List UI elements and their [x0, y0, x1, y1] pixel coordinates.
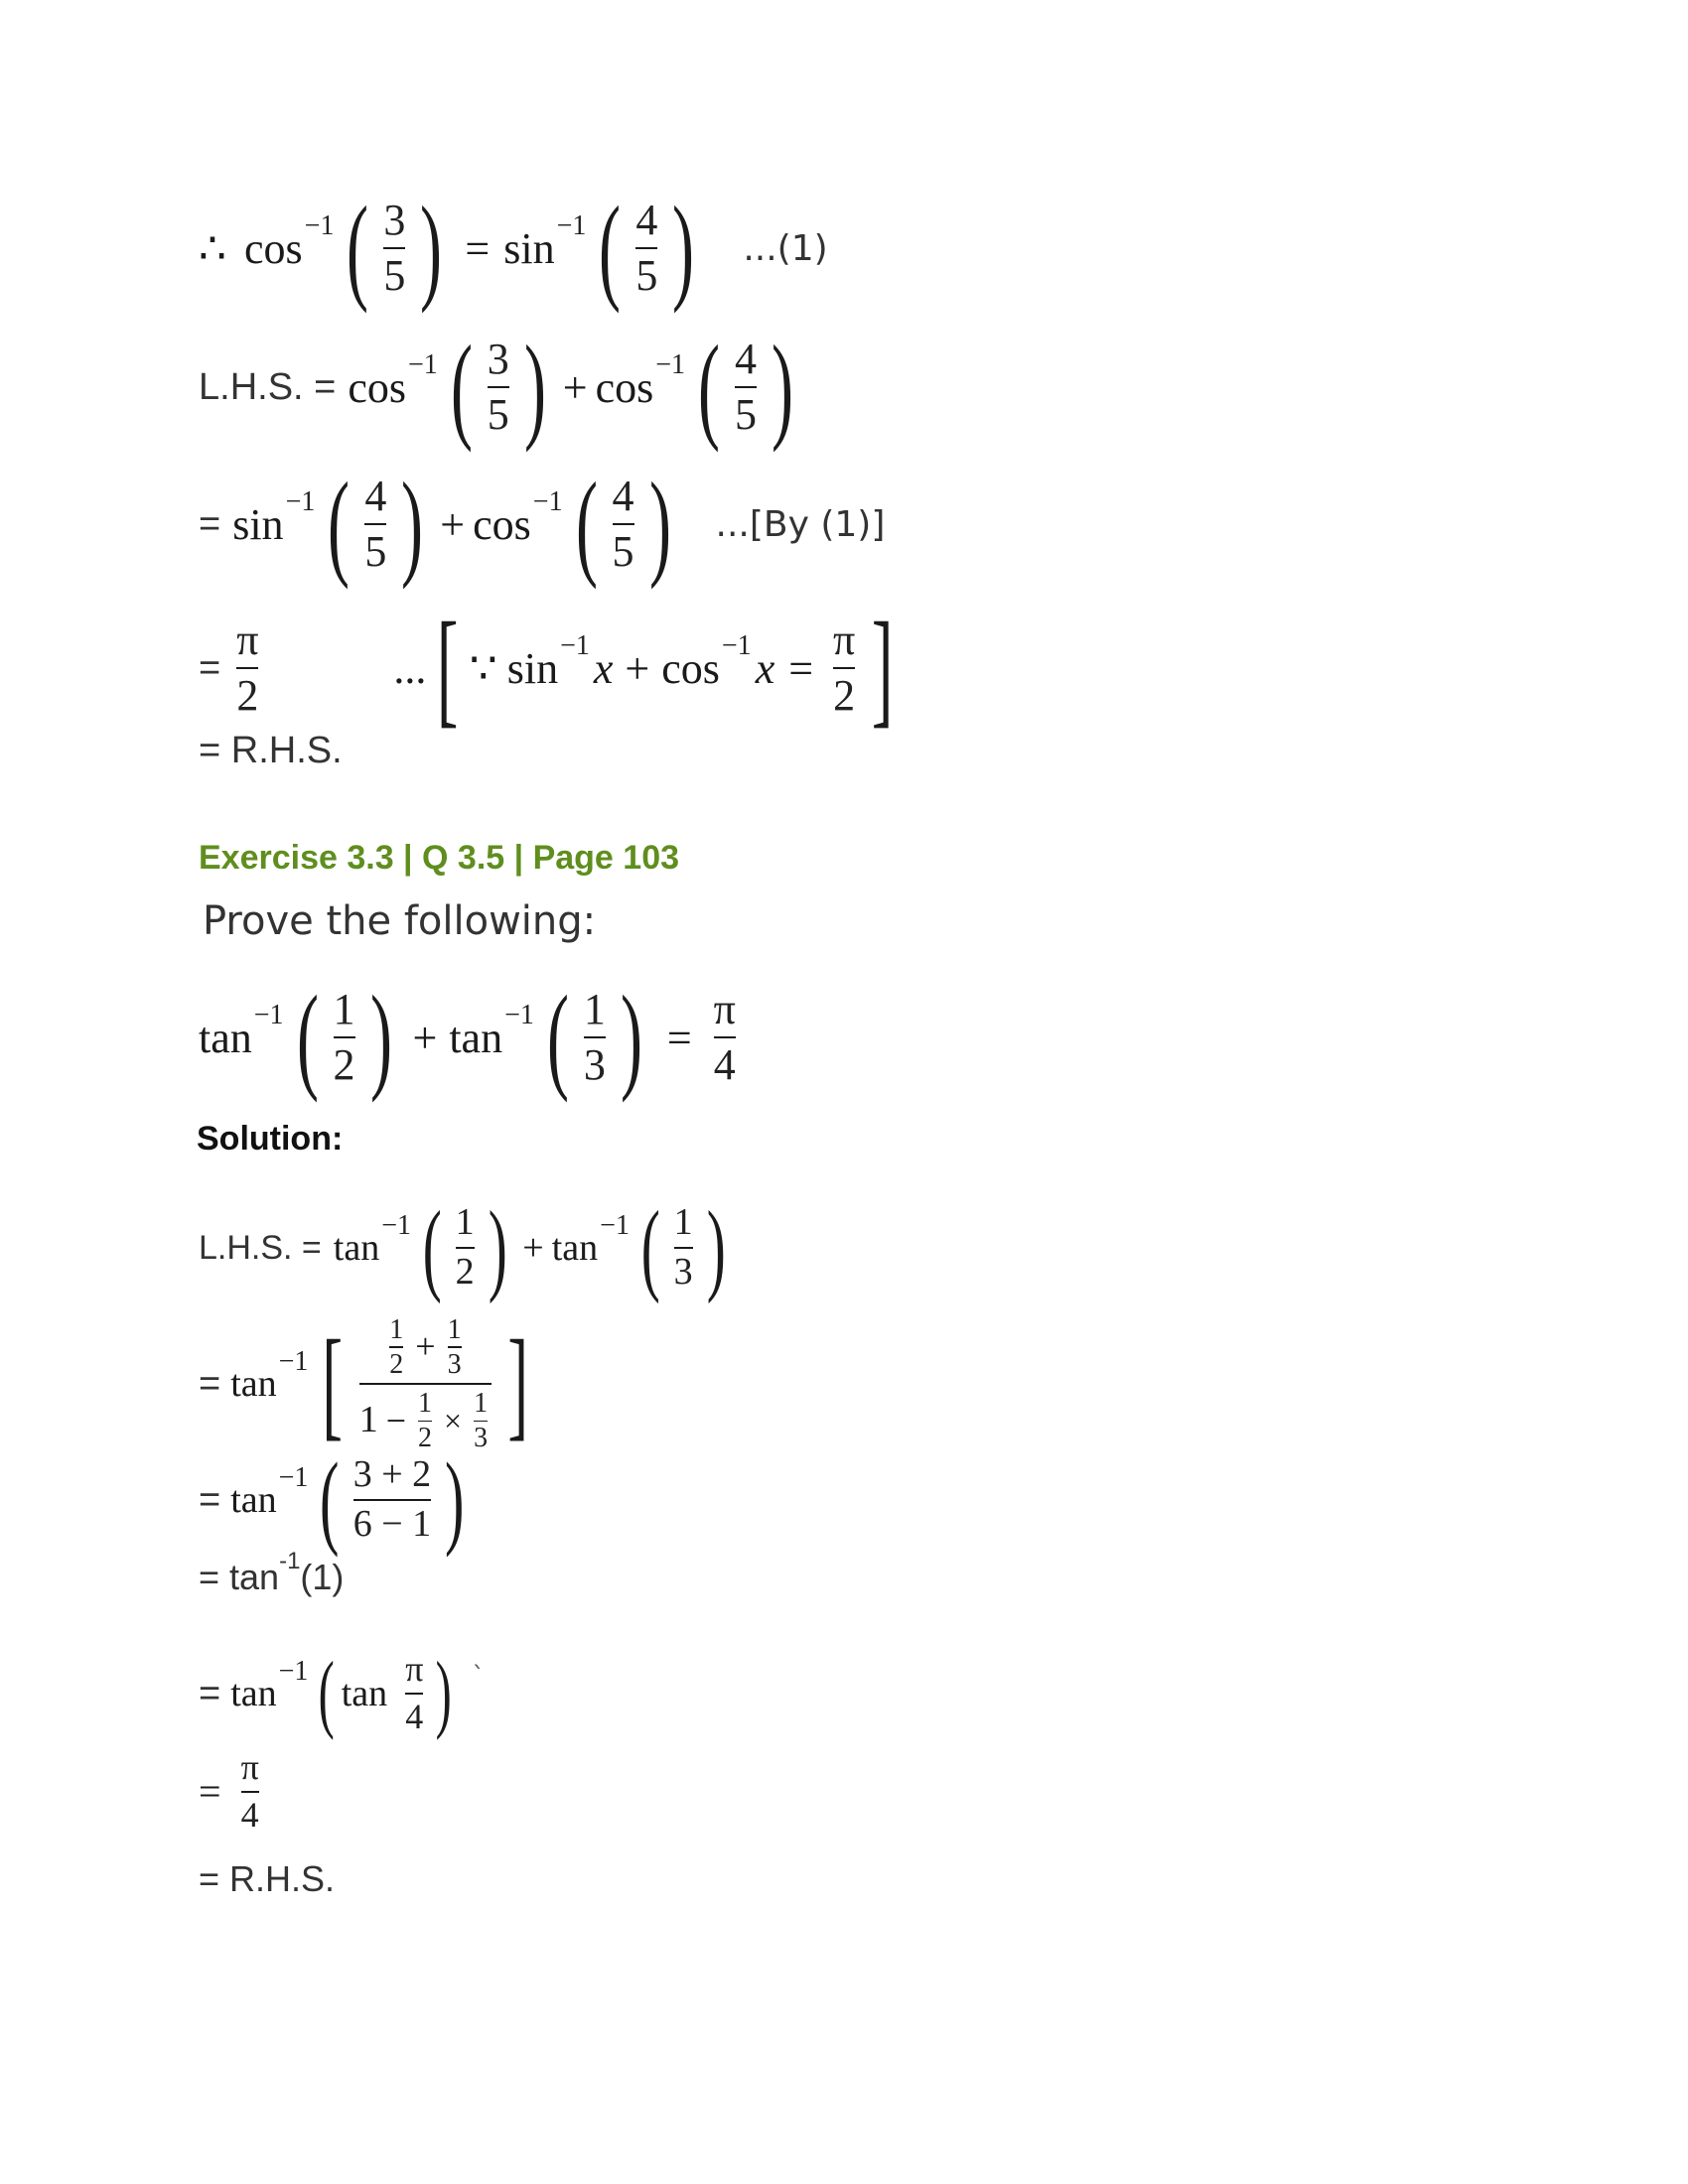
denominator: 5 — [364, 527, 387, 576]
numerator: 1 — [333, 984, 355, 1033]
equation-line-2 — [199, 321, 802, 453]
numerator: 3 — [487, 334, 509, 383]
left-paren: ( — [296, 971, 319, 1103]
solution-line-6 — [199, 1749, 265, 1835]
inverse-superscript: −1 — [600, 1210, 630, 1241]
cos-function: cos — [348, 362, 406, 412]
fraction-bar — [448, 1346, 462, 1348]
left-paren: ( — [640, 1190, 660, 1304]
solution-line-3 — [199, 1441, 473, 1558]
fraction-1-2 — [389, 1315, 403, 1379]
denominator: 5 — [734, 390, 757, 439]
inverse-superscript: −1 — [532, 486, 563, 517]
fraction-4-5 — [734, 334, 757, 439]
variable-x: x — [593, 643, 614, 693]
question-equation — [199, 971, 742, 1103]
therefore-symbol: ∴ — [199, 223, 226, 273]
inverse-superscript: −1 — [285, 486, 316, 517]
fraction-pi-4 — [241, 1749, 259, 1835]
fraction-bar — [359, 1383, 492, 1385]
inverse-superscript: −1 — [304, 210, 335, 241]
fraction-bar — [405, 1693, 423, 1695]
equals-sign: = — [199, 646, 221, 689]
equals-sign: = — [199, 1478, 221, 1521]
fraction-bar — [613, 523, 634, 525]
fraction-1-3 — [474, 1389, 488, 1452]
numerator: 3 — [383, 195, 406, 244]
denominator: 5 — [487, 390, 509, 439]
fraction-1-2 — [456, 1203, 475, 1293]
plus-sign: + — [415, 1326, 436, 1367]
fraction-pi-2 — [236, 614, 259, 720]
right-paren: ) — [706, 1190, 726, 1304]
numerator: π — [405, 1649, 424, 1690]
sin-function: sin — [506, 643, 559, 693]
fraction-bar — [241, 1791, 259, 1793]
fraction-pi-4 — [405, 1651, 423, 1736]
right-paren: ) — [488, 1190, 507, 1304]
numerator: 4 — [612, 471, 634, 520]
denominator: 5 — [612, 527, 634, 576]
fraction-bar — [418, 1421, 432, 1423]
rhs-text: = R.H.S. — [199, 730, 343, 771]
right-paren: ) — [648, 458, 671, 590]
numerator: 1 — [583, 984, 606, 1033]
right-paren: ) — [369, 971, 392, 1103]
left-paren: ( — [599, 182, 622, 314]
fraction-4-5 — [612, 471, 634, 576]
because-symbol: ∵ — [469, 643, 497, 693]
plus-sign: + — [440, 499, 466, 549]
lhs-label: L.H.S. = — [199, 1228, 322, 1267]
numerator: π — [240, 1747, 259, 1787]
fraction-5-5 — [353, 1455, 431, 1545]
denominator: 2 — [833, 671, 856, 720]
denominator: 3 — [447, 1348, 462, 1380]
denominator: 3 — [583, 1040, 606, 1089]
cos-function: cos — [473, 499, 531, 549]
equation-line-3 — [199, 458, 886, 590]
fraction-bar — [833, 667, 855, 669]
numerator: π — [833, 614, 856, 664]
argument: (1) — [300, 1557, 345, 1597]
denominator: 4 — [405, 1697, 424, 1736]
equals-sign: = — [199, 1672, 221, 1714]
left-paren: ( — [546, 971, 569, 1103]
inverse-superscript: -1 — [279, 1548, 301, 1574]
right-paren: ) — [523, 321, 546, 453]
numerator: 4 — [635, 195, 658, 244]
one-digit: 1 — [358, 1399, 378, 1441]
fraction-3-5 — [383, 195, 406, 300]
inverse-superscript: −1 — [278, 1656, 309, 1687]
solution-line-4 — [199, 1548, 345, 1598]
fraction-bar — [364, 523, 386, 525]
equation-tag: ...(1) — [743, 227, 828, 269]
right-paren: ) — [420, 182, 443, 314]
inverse-superscript: −1 — [278, 1346, 309, 1378]
left-bracket: [ — [322, 1315, 344, 1452]
tan-function: tan — [341, 1673, 388, 1714]
denominator: 4 — [240, 1794, 259, 1835]
numerator: 1 — [389, 1314, 404, 1345]
fraction-bar — [389, 1346, 403, 1348]
fraction-4-5 — [635, 195, 658, 300]
left-paren: ( — [422, 1190, 442, 1304]
solution-line-1 — [199, 1190, 733, 1304]
plus-sign: + — [412, 1013, 438, 1062]
exercise-heading[interactable]: Exercise 3.3 | Q 3.5 | Page 103 — [199, 839, 680, 877]
left-paren: ( — [328, 458, 351, 590]
solution-line-7 — [199, 1858, 335, 1900]
numerator: π — [236, 614, 259, 664]
variable-x: x — [755, 643, 775, 693]
denominator: 2 — [418, 1423, 433, 1454]
fraction-1-3 — [674, 1203, 693, 1293]
right-paren: ) — [401, 458, 424, 590]
equation-line-1 — [199, 182, 828, 314]
question-prompt: Prove the following: — [203, 898, 597, 944]
equation-line-4 — [199, 597, 905, 740]
minus-sign: − — [385, 1400, 407, 1440]
inverse-superscript: −1 — [278, 1462, 309, 1493]
tan-function: tan — [199, 1013, 252, 1062]
inverse-superscript: −1 — [381, 1210, 412, 1241]
numerator: 4 — [734, 334, 757, 383]
rhs-text: = R.H.S. — [199, 1858, 336, 1899]
tan-function: tan — [449, 1013, 503, 1062]
tan-function: tan — [551, 1227, 599, 1269]
tan-function: tan — [333, 1227, 380, 1269]
fraction-bar — [674, 1247, 693, 1249]
numerator: 1 — [418, 1388, 433, 1420]
solution-line-2 — [199, 1315, 538, 1453]
fraction-pi-4 — [713, 984, 736, 1089]
tan-function: tan — [230, 1673, 277, 1714]
denominator: 2 — [389, 1348, 404, 1380]
fraction-bar — [474, 1421, 488, 1423]
fraction-bar — [383, 247, 405, 249]
stray-mark: ` — [472, 1662, 485, 1690]
times-sign: × — [444, 1402, 463, 1438]
denominator: 5 — [383, 251, 406, 300]
numerator: 1 — [455, 1201, 475, 1244]
fraction-bar — [735, 386, 757, 388]
equation-line-5 — [199, 730, 343, 772]
equals-sign: = — [199, 1769, 221, 1815]
denominator: 5 — [635, 251, 658, 300]
denominator: 2 — [236, 671, 259, 720]
fraction-3-5 — [487, 334, 509, 439]
fraction-1-2 — [333, 984, 355, 1089]
right-paren: ) — [771, 321, 793, 453]
equals-sign: = — [199, 502, 221, 545]
fraction-bar — [456, 1247, 475, 1249]
fraction-bar — [635, 247, 657, 249]
sin-function: sin — [232, 499, 284, 549]
lhs-label: L.H.S. = — [199, 365, 337, 408]
right-bracket: ] — [507, 1315, 529, 1452]
right-paren: ) — [620, 971, 642, 1103]
numerator: π — [713, 984, 736, 1033]
cos-function: cos — [661, 643, 720, 693]
equals-sign: = — [199, 1362, 221, 1405]
numerator: 4 — [364, 471, 387, 520]
fraction-bar — [714, 1036, 736, 1038]
equals-sign: = — [666, 1013, 692, 1062]
cos-function: cos — [244, 223, 303, 273]
numerator: 1 — [474, 1388, 489, 1420]
fraction-1-2 — [418, 1389, 432, 1452]
tan-function: tan — [230, 1479, 277, 1521]
inverse-superscript: −1 — [504, 1000, 534, 1030]
right-bracket: ] — [872, 597, 894, 740]
solution-label: Solution: — [197, 1120, 344, 1158]
denominator: 3 — [673, 1251, 693, 1293]
inverse-superscript: −1 — [655, 349, 686, 380]
inverse-superscript: −1 — [560, 630, 590, 661]
fraction-bar — [334, 1036, 355, 1038]
numerator: 1 — [447, 1314, 462, 1345]
fraction-pi-2 — [833, 614, 856, 720]
tan-text: = tan — [199, 1557, 280, 1597]
right-paren: ) — [435, 1645, 453, 1741]
denominator: 6 − 1 — [352, 1503, 432, 1545]
fraction-1-3 — [448, 1315, 462, 1379]
compound-fraction — [359, 1315, 492, 1453]
right-paren: ) — [672, 182, 695, 314]
fraction-bar — [353, 1499, 431, 1501]
tan-function: tan — [230, 1363, 277, 1406]
denominator: 3 — [474, 1423, 489, 1454]
inverse-superscript: −1 — [556, 210, 587, 241]
left-paren: ( — [575, 458, 598, 590]
fraction-bar — [488, 386, 509, 388]
fraction-4-5 — [364, 471, 387, 576]
left-paren: ( — [347, 182, 369, 314]
equals-sign: = — [788, 643, 814, 693]
denominator: 2 — [455, 1251, 475, 1293]
solution-line-5 — [199, 1645, 485, 1741]
cos-function: cos — [595, 362, 654, 412]
equals-sign: = — [465, 223, 491, 273]
plus-sign: + — [625, 643, 650, 693]
right-paren: ) — [445, 1441, 465, 1558]
compound-denominator — [359, 1389, 492, 1452]
sin-function: sin — [503, 223, 555, 273]
inverse-superscript: −1 — [253, 1000, 284, 1030]
fraction-bar — [236, 667, 258, 669]
fraction-1-3 — [583, 984, 606, 1089]
inverse-superscript: −1 — [721, 630, 752, 661]
left-paren: ( — [450, 321, 473, 453]
left-paren: ( — [320, 1441, 340, 1558]
denominator: 4 — [713, 1040, 736, 1089]
left-paren: ( — [698, 321, 720, 453]
numerator: 3 + 2 — [352, 1453, 432, 1496]
numerator: 1 — [673, 1201, 693, 1244]
fraction-bar — [584, 1036, 606, 1038]
denominator: 2 — [333, 1040, 355, 1089]
equation-tag: ...[By (1)] — [715, 503, 886, 545]
inverse-superscript: −1 — [408, 349, 438, 380]
plus-sign: + — [522, 1227, 544, 1269]
left-bracket: [ — [437, 597, 459, 740]
compound-numerator — [385, 1315, 465, 1379]
ellipsis: ... — [393, 643, 427, 693]
left-paren: ( — [319, 1645, 336, 1741]
plus-sign: + — [562, 362, 588, 412]
